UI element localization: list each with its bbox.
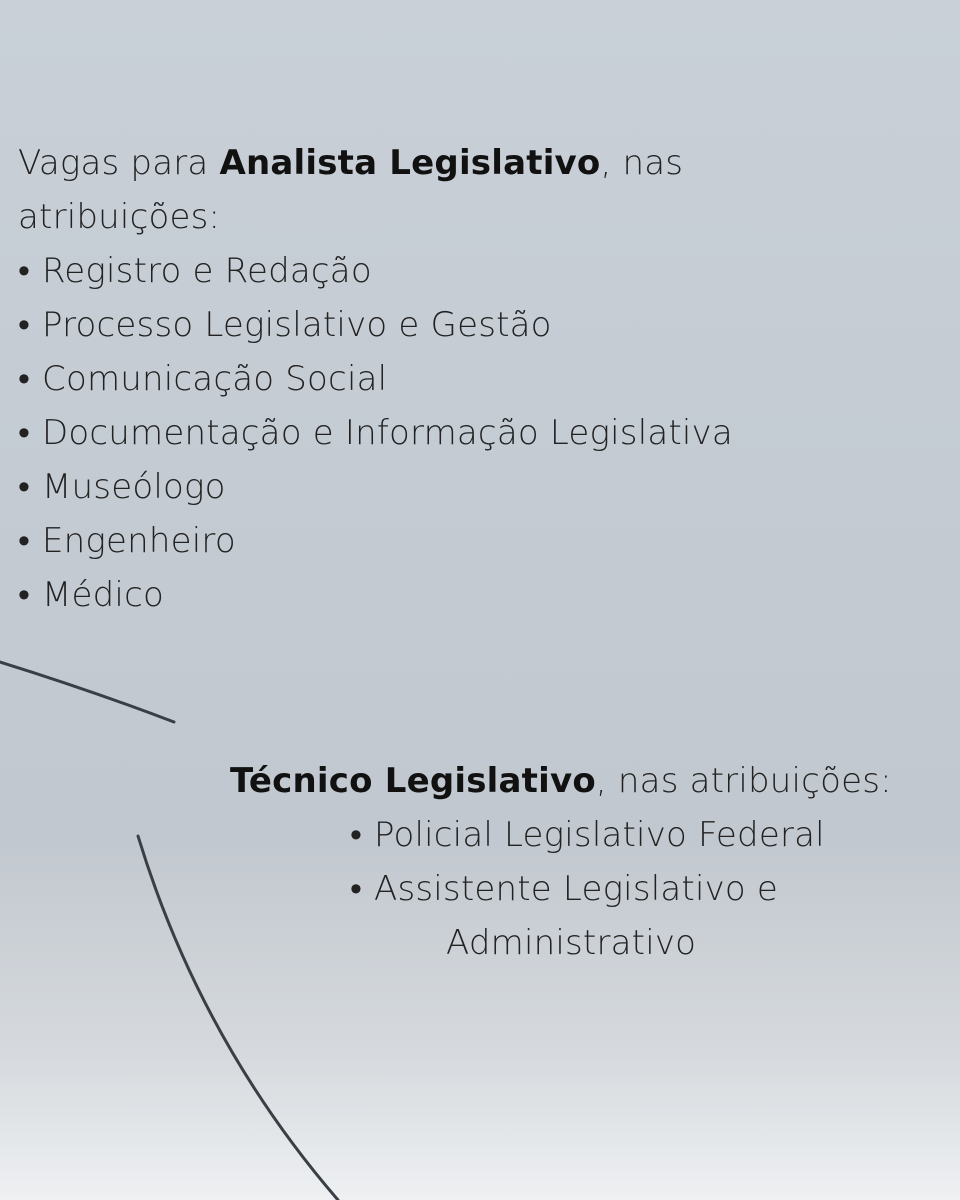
- bullet: •: [18, 305, 31, 345]
- bullet: •: [18, 521, 31, 561]
- list-item-text: Registro e Redação: [42, 251, 372, 291]
- bullet: •: [18, 467, 31, 507]
- tecnico-title: [230, 754, 892, 808]
- list-item: [18, 298, 733, 352]
- list-item-text: Médico: [42, 575, 164, 615]
- list-item-text: Processo Legislativo e Gestão: [42, 305, 552, 345]
- list-item: [230, 862, 892, 916]
- intro-suffix: , nas: [600, 143, 684, 183]
- bullet: •: [18, 251, 31, 291]
- tecnico-section: [230, 754, 892, 970]
- list-item-text: Assistente Legislativo e: [374, 869, 779, 909]
- list-item-text: Museólogo: [42, 467, 226, 507]
- intro-prefix: Vagas para: [18, 143, 220, 183]
- list-item: [230, 808, 892, 862]
- list-item-text: Engenheiro: [42, 521, 236, 561]
- bullet: •: [18, 359, 31, 399]
- bullet: •: [350, 815, 363, 855]
- bullet: •: [18, 575, 31, 615]
- list-item: [18, 460, 733, 514]
- list-item: [18, 352, 733, 406]
- analista-section: [18, 136, 733, 622]
- list-item-continuation: Administrativo: [446, 923, 697, 963]
- analista-intro-line2: atribuições:: [18, 197, 221, 237]
- analista-intro: [18, 136, 733, 190]
- list-item-text: Documentação e Informação Legislativa: [42, 413, 733, 453]
- tecnico-title-bold: Técnico Legislativo: [230, 761, 596, 801]
- list-item-text: Policial Legislativo Federal: [374, 815, 825, 855]
- list-item: [18, 568, 733, 622]
- bullet: •: [18, 413, 31, 453]
- list-item: [18, 244, 733, 298]
- tecnico-title-suffix: , nas atribuições:: [595, 761, 892, 801]
- list-item: [18, 514, 733, 568]
- list-item: [18, 406, 733, 460]
- bullet: •: [350, 869, 363, 909]
- list-item-text: Comunicação Social: [42, 359, 388, 399]
- arc-upper: [0, 662, 174, 722]
- intro-bold: Analista Legislativo: [219, 143, 601, 183]
